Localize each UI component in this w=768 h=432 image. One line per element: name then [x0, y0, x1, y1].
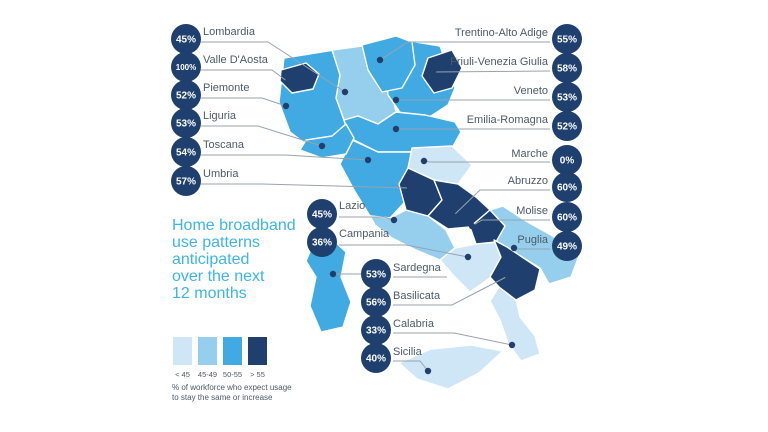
dot-piemonte — [283, 103, 289, 109]
value-toscana: 54% — [175, 147, 197, 159]
region-label-abruzzo: Abruzzo — [507, 175, 548, 187]
legend-caption-line-1: % of workforce who expect usage — [172, 383, 292, 392]
region-label-friuli-venezia-giulia: Friuli-Venezia Giulia — [450, 56, 548, 68]
region-label-marche: Marche — [511, 148, 548, 160]
region-label-sardegna: Sardegna — [393, 262, 441, 274]
title-line-5: 12 months — [172, 285, 247, 302]
chart-title — [172, 217, 296, 302]
region-label-basilicata: Basilicata — [393, 290, 441, 302]
connector-valle-daosta — [201, 70, 288, 82]
value-friuli-venezia-giulia: 58% — [556, 63, 578, 75]
value-lazio: 45% — [311, 209, 333, 221]
region-label-lazio: Lazio — [339, 200, 366, 212]
value-valle-daosta: 100% — [175, 63, 197, 72]
legend-label-50-55: 50-55 — [222, 370, 243, 379]
legend-swatch-lt45 — [173, 337, 192, 365]
value-emilia-romagna: 52% — [556, 121, 578, 133]
region-label-piemonte: Piemonte — [203, 82, 250, 94]
region-label-calabria: Calabria — [393, 318, 434, 330]
value-abruzzo: 60% — [556, 182, 578, 194]
dot-marche — [421, 158, 427, 164]
value-basilicata: 56% — [365, 297, 387, 309]
value-umbria: 57% — [175, 176, 197, 188]
legend-label-gt55: > 55 — [250, 370, 265, 379]
value-lombardia: 45% — [175, 34, 197, 46]
region-label-sicilia: Sicilia — [393, 346, 422, 358]
region-label-veneto: Veneto — [513, 85, 548, 97]
dot-sardegna — [330, 271, 336, 277]
dot-umbria — [407, 185, 413, 191]
title-line-1: Home broadband — [172, 217, 296, 234]
title-line-4: over the next — [172, 268, 265, 285]
legend-swatch-50-55 — [223, 337, 242, 365]
value-calabria: 33% — [365, 325, 387, 337]
dot-friuli-venezia-giulia — [430, 69, 436, 75]
value-sicilia: 40% — [365, 353, 387, 365]
dot-veneto — [393, 97, 399, 103]
value-veneto: 53% — [556, 92, 578, 104]
dot-lazio — [391, 217, 397, 223]
legend-label-45-49: 45-49 — [197, 370, 218, 379]
value-puglia: 49% — [556, 241, 578, 253]
region-label-campania: Campania — [339, 228, 390, 240]
value-marche: 0% — [559, 155, 575, 167]
value-sardegna: 53% — [365, 269, 387, 281]
value-molise: 60% — [556, 212, 578, 224]
region-label-valle-daosta: Valle D'Aosta — [203, 54, 268, 66]
region-label-emilia-romagna: Emilia-Romagna — [466, 114, 548, 126]
dot-lombardia — [342, 89, 348, 95]
dot-abruzzo — [450, 213, 456, 219]
dot-calabria — [509, 342, 515, 348]
legend — [172, 337, 292, 402]
title-line-3: anticipated — [172, 251, 250, 268]
legend-swatch-45-49 — [198, 337, 217, 365]
region-label-lombardia: Lombardia — [203, 26, 255, 38]
region-label-umbria: Umbria — [203, 168, 239, 180]
dot-liguria — [319, 143, 325, 149]
region-label-liguria: Liguria — [203, 110, 237, 122]
region-label-molise: Molise — [516, 205, 548, 217]
legend-caption-line-2: to stay the same or increase — [172, 393, 273, 402]
dot-toscana — [365, 157, 371, 163]
dot-molise — [469, 223, 475, 229]
legend-swatch-gt55 — [248, 337, 267, 365]
connector-piemonte — [201, 98, 286, 106]
value-trentino-alto-adige: 55% — [556, 34, 578, 46]
region-label-puglia: Puglia — [517, 234, 548, 246]
dot-trentino-alto-adige — [377, 57, 383, 63]
value-piemonte: 52% — [175, 90, 197, 102]
dot-emilia-romagna — [393, 126, 399, 132]
dot-valle-daosta — [285, 79, 291, 85]
dot-basilicata — [505, 273, 511, 279]
dot-sicilia — [425, 368, 431, 374]
region-label-toscana: Toscana — [203, 139, 244, 151]
value-campania: 36% — [311, 237, 333, 249]
title-line-2: use patterns — [172, 234, 261, 251]
connector-calabria — [393, 333, 512, 345]
region-label-trentino-alto-adige: Trentino-Alto Adige — [454, 27, 548, 39]
legend-label-lt45: < 45 — [175, 370, 190, 379]
dot-campania — [465, 254, 471, 260]
value-liguria: 53% — [175, 118, 197, 130]
dot-puglia — [511, 245, 517, 251]
